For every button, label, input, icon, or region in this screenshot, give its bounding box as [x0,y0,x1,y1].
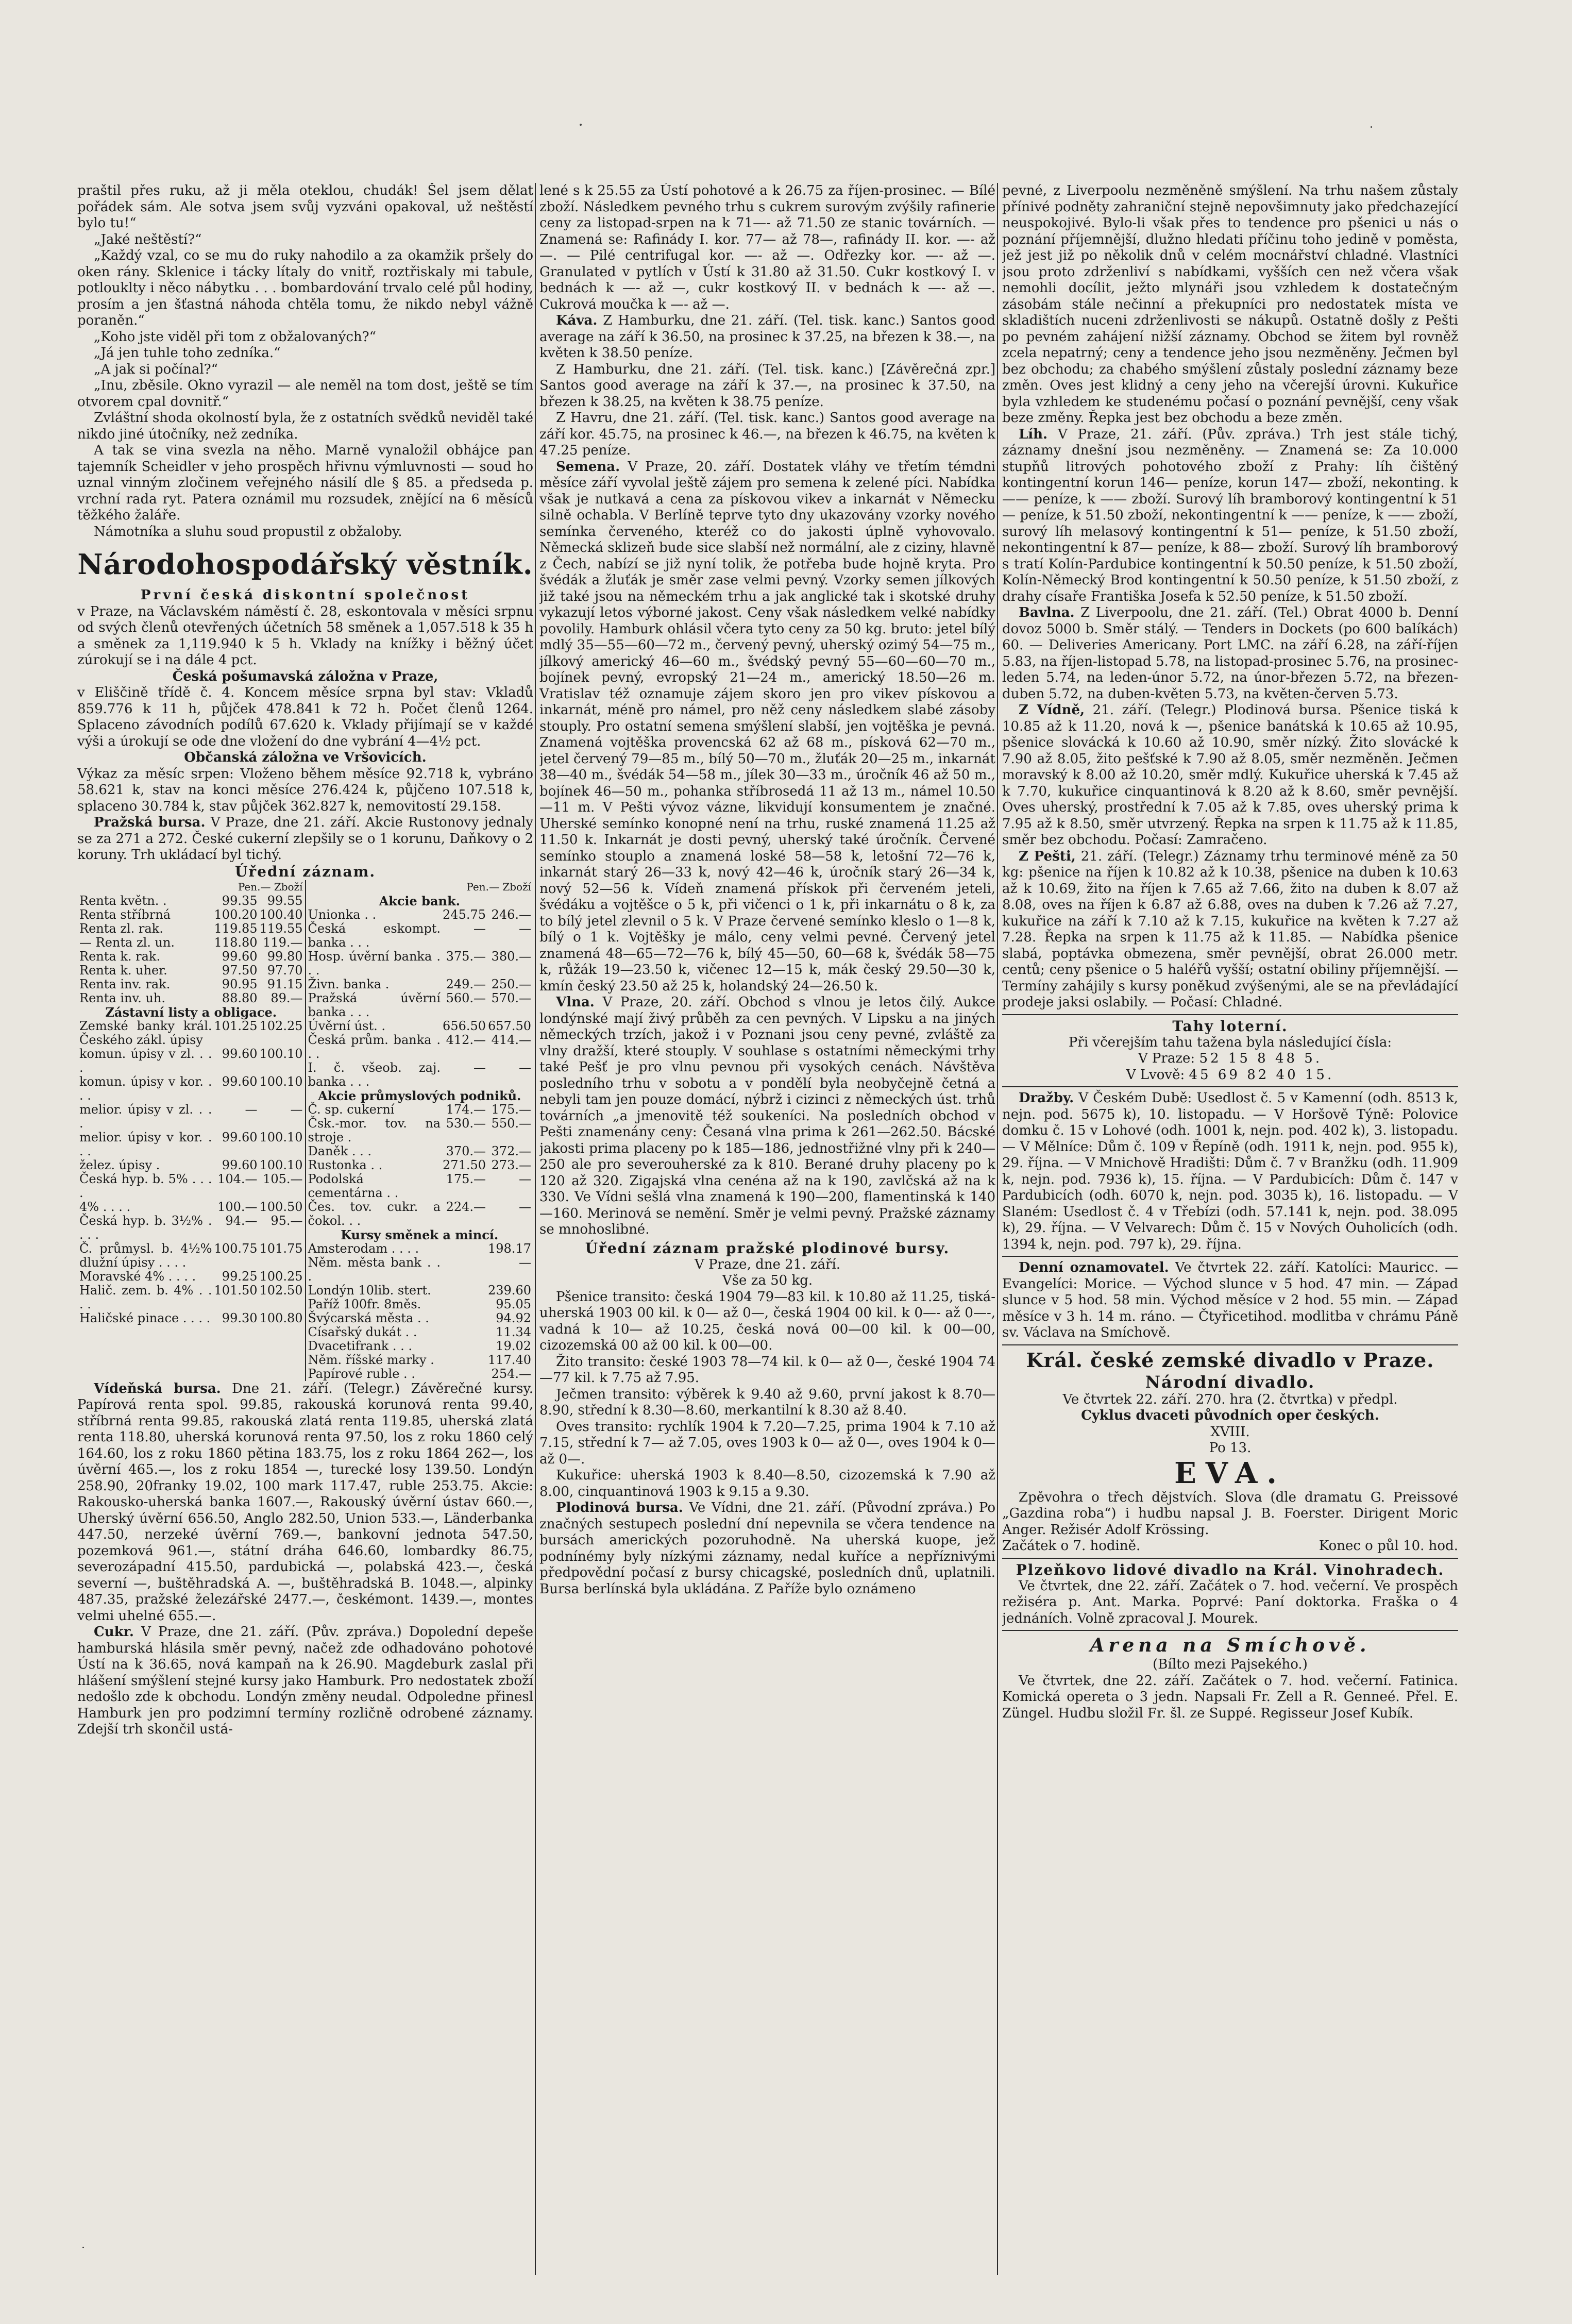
scan-speck [1371,126,1372,128]
paragraph: „Jaké neštěstí?“ [94,231,202,247]
rate-row [307,1103,533,1117]
divider [1002,1344,1458,1345]
paragraph-text: V Praze, 20. září. Dostatek vláhy ve třetím témdni měsíce září vyvolal ještě zájem pro semena k zelené píci. Nabídka však je nutkavá a cena za pískovou vikev a inkarnát v Německu silně ochabla. V Berlíně teprve tyto dny ukazovány vzorky nového semínka červeného, kteréž co do jakosti úplně vyhovovalo. Německá sklizeň bude sice slabší než normální, ale z ciziny, hlavně z Čech, nabízí se již nyní tolik, že potřeba bude hojně kryta. Pro švédák a žluťák je směr zase velmi pevný. Vzorky semen jílkových již také jsou na německém trhu a jak anglické tak i skotské druhy vykazují letos výborné jakost. Ceny však následkem velké nabídky povolily. Hamburk ohlásil včera tyto ceny za 50 kg. bruto: jetel bílý mdlý 35—55—60—72 m., červený pevný, uherský ozimý 54—75 m., jílkový americký 46—60 m., švédský pevný 55—60—60—70 m., bojínek pevný, evropský 21—24 m., americký 18.50—26 m. Vratislav též oznamuje zájem skoro jen pro vikev pískovou a inkarnát, méně pro námel, pro něž ceny následkem slabé zásoby stouply. Pro ostatní semena smýšlení slabší, jen vojtěška je pevná. Znamená vojtěška provencská 62 až 68 m., písková 62—70 m., jetel červený 79—85 m., bílý 50—70 m., žluťák 20—25 m., inkarnát 38—40 m., švédák 54—58 m., jílek 30—33 m., úročník 46 až 50 m., bojínek 46—50 m., pohanka stříbrosedá 11 až 13 m., námel 10.50—11 m. V Pešti vývoz vázne, likvidují konsumentem je značné. Uherské semínko konopné není na trhu, ruské znamená 11.25 až 11.50 k. Inkarnát je dosti pevný, uherský také úročník. Červené semínko stouplo a znamená loské 58—58 k, letošní 72—76 k, inkarnát starý 26—33 k, nový 42—46 k, úročník starý 26—34 k, nový 52—56 k. Vídeň znamená přískok při červeném jeteli, švédáku a vojtěšce o 5 k, při vičenci o 1 k, při inkarnátu o 8 k, za to bílý jetel zlevnil o 5 k. V Praze červené semínko kleslo o 1—8 k, bílý o 1 k. Vojtěšky je málo, ceny velmi pevné. Červený jetel znamená 48—65—72—76 k, bílý 45—50, 60—68 k, švédák 58—75 k, růžák 19—23.50 k, vičenec 12—15 k, mák český 29.50—30 k, kmín český 23.50 až 25 k, holandský 24—26.50 k. [539,459,995,994]
rate-label: Č. sp. cukerní [308,1102,395,1117]
rate-goods: 99.80 [267,949,303,964]
rate-row [78,1284,304,1311]
rate-label: Renta k. rak. [79,949,161,964]
paragraph: Z Hamburku, dne 21. září. (Tel. tisk. kanc.) [Závěrečná zpr.] Santos good average na září k 37.—, na prosinec k 37.50, na březen k 38.25, na květen k 38.75 peníze. [539,361,995,410]
rate-row [307,1325,533,1339]
rate-row [78,1005,304,1019]
paragraph-text: 21. září. (Telegr.) Plodinová bursa. Pšenice tiská k 10.85 až k 11.20, nová k —, pšenice banátská k 10.65 až 10.95, pšenice slovácká k 10.60 až 10.90, směr nízký. Žito slovácké k 7.90 až 8.05, žito pešťské k 7.90 až 8.05, směr nezměněn. Ječmen moravský k 8.00 až 10.20, směr mdlý. Kukuřice uherská k 7.45 až k 7.70, kukuřice cinquantinová k 8.20 až k 8.60, směr pevnější. Oves uherský, prostřední k 7.05 až k 7.85, oves uherský prima k 7.95 až k 8.50, směr utvrzený. Řepka na srpen k 11.75 až k 11.85, směr bez obchodu. Počasí: Zamračeno. [1002,702,1458,848]
rate-money: 174.— [446,1102,486,1117]
paragraph: „Koho jste viděl při tom z obžalovaných?“ [94,329,376,345]
article-heading: Z Pešti, [1019,848,1076,864]
rate-row [307,1200,533,1228]
rate-money: 101.25 [214,1018,258,1033]
lottery-city: V Lvově: [1126,1067,1185,1083]
paragraph: A tak se vina svezla na něho. Marně vynaložil obhájce pan tajemník Scheidler v jeho prospěch hřivnu výmluvnosti — soud ho uznal vinným zločinem veřejného násilí dle § 85. a předseda p. vrchní rada ryt. Patera oznámil mu rozsudek, znějící na 6 měsíců těžkého žaláře. [77,443,533,523]
rate-money [442,1298,487,1311]
paragraph: Výkaz za měsíc srpen: Vloženo během měsíce 92.718 k, vybráno 58.621 k, stav na konci měsíce 276.424 k, půjčeno 107.518 k, splaceno 30.784 k, stav půjček 362.827 k, nemovitostí 29.158. [77,766,533,814]
rate-money: 119.85 [214,921,258,936]
rate-goods: 100.10 [259,1074,303,1089]
rate-goods: 91.15 [267,976,303,991]
rate-row [307,978,533,991]
article-heading: Denní oznamovatel. [1019,1260,1169,1275]
rate-goods: 570.— [491,990,531,1005]
rate-money: 104.— [217,1171,258,1186]
rate-goods: 89.— [271,990,303,1005]
rate-money [442,1339,487,1353]
rate-row [307,1089,533,1103]
table-title: Úřední záznam. [234,863,376,880]
paragraph: lené s k 25.55 za Ústí pohotové a k 26.75 za říjen-prosinec. — Bílé zboží. Následkem pevného trhu s cukrem surovým zvýšily rafinerie ceny za listopad-srpen na k 71—- až 71.50 ze stanic továrních. — Znamená se: Rafinády I. kor. 77— až 78—, rafinády II. kor. —- až —. — Pilé centrifugal kor. —- až —. Odřezky kor. —- až —. Granulated v pytlích v Ústí k 31.80 až 31.50. Cukr kostkový I. v bednách k —- až —, cukr kostkový II. v bednách k —- až —. Cukrová moučka k —- až —. [539,183,995,312]
rate-label: komun. úpisy v kor. . . . [79,1074,212,1103]
article-heading: Líh. [1019,426,1048,442]
rate-goods: 100.10 [259,1130,303,1144]
rate-row [78,1075,304,1103]
rate-label: Renta inv. rak. [79,976,171,991]
rate-label: 4% . . . . [79,1199,131,1214]
rate-money: 88.80 [222,990,258,1005]
rate-goods: 102.25 [259,1018,303,1033]
paragraph-text: V Praze, dne 21. září. Akcie Rustonovy jednaly se za 271 a 272. České cukerní zlepšily se o 1 korunu, Daňkovy o 2 koruny. Trh ukládací byl tichý. [77,815,533,863]
rate-label: komun. úpisy v zl. . . . [79,1046,212,1075]
rate-row [78,1158,304,1172]
rate-money: 99.60 [222,1074,258,1089]
rate-row [78,1242,304,1270]
paragraph: Žito transito: české 1903 78—74 kil. k 0— až 0—, české 1904 74—77 kil. k 7.75 až 7.95. [539,1354,995,1386]
rate-label: I. č. všeob. zaj. banka . . . [308,1060,441,1089]
rate-label: Kursy směnek a mincí. [341,1227,499,1242]
rate-money: 175.— [446,1171,486,1186]
rate-goods: — [519,1255,531,1270]
rate-money: 94.— [225,1213,258,1228]
rate-row [78,922,304,936]
rate-goods: 97.70 [267,963,303,978]
rate-row [78,908,304,922]
rate-row [78,936,304,950]
rate-goods: 239.60 [488,1283,531,1298]
paragraph: „Já jen tuhle toho zedníka.“ [94,345,281,361]
rate-row [307,950,533,978]
article-heading: Plodinová bursa. [556,1500,683,1515]
rate-goods: 273.— [491,1157,531,1172]
rate-money: 118.80 [214,935,258,950]
rate-goods: 95.— [271,1213,303,1228]
rate-money: — [474,921,486,936]
rate-label: Česká eskompt. banka . . . [308,921,441,950]
rate-row [78,978,304,991]
theatre-title: Plzeňkovo lidové divadlo na Král. Vinohradech. [1016,1561,1445,1578]
rate-row [78,894,304,908]
arena-subtitle: (Bílto mezi Pajsekého.) [1153,1657,1308,1672]
article-heading: Z Vídně, [1019,702,1085,718]
rate-label: Čes. tov. cukr. a čokol. . . [308,1199,441,1228]
rate-label: Zemské banky král. Českého zákl. úpisy [79,1018,212,1047]
paragraph: Oves transito: rychlík 1904 k 7.20—7.25, prima 1904 k 7.10 až 7.15, střední k 7— až 7.05, oves 1903 k 0— až 0—, oves 1904 k 0— až 0—. [539,1419,995,1467]
column-1 [77,183,533,2275]
rate-label: Renta inv. uh. [79,990,165,1005]
rate-money: 99.30 [222,1310,258,1325]
article-heading: Pražská bursa. [94,815,206,830]
column-header: Pen.— Zboží [466,880,531,893]
rate-label: Paříž 100fr. 8měs. [308,1296,421,1311]
rate-goods: — [519,1060,531,1075]
rate-money: 224.— [446,1199,486,1214]
article-heading: Úřední záznam pražské plodinové bursy. [585,1239,950,1257]
article-heading: První česká diskontní společnost [140,587,470,603]
rate-money: — [245,1102,258,1117]
rate-goods: — [519,1199,531,1214]
paragraph-text: Ve čtvrtek 22. září. Katolíci: Mauricc. — Evangelíci: Morice. — Východ slunce v 5 hod. 47 min. — Západ slunce v 5 hod. 58 min. Východ měsíce v 2 hod. 55 min. — Západ měsíce v 3 h. 14 m. ráno. — Čtyřicetihod. modlitba v chrámu Páně sv. Václava na Smíchově. [1002,1260,1458,1340]
paragraph: v Eliščině třídě č. 4. Koncem měsíce srpna byl stav: Vkladů 859.776 k 11 h, půjček 478.841 k 72 h. Počet členů 1264. Splaceno závodních podílů 67.620 k. Vklady přijímají se v každé výši a úrokují se ode dne vložení do dne vybrání 4—4½ pct. [77,685,533,749]
paragraph: „A jak si počínal?“ [94,361,218,377]
paragraph: praštil přes ruku, až ji měla oteklou, chudák! Šel jsem dělat pořádek sám. Ale sotva jsem svůj vyzváni opakoval, už neštěstí bylo tu!“ [77,183,533,231]
article-heading: Cukr. [94,1624,134,1640]
rate-row [78,950,304,964]
rate-goods: 19.02 [496,1338,531,1353]
rate-money: 412.— [446,1032,486,1047]
rate-label: Úvěrní úst. . [308,1018,386,1033]
rate-money: 271.50 [443,1157,486,1172]
rate-money: 99.60 [222,949,258,964]
rate-money: 100.75 [214,1241,258,1256]
rate-row [78,1103,304,1131]
rate-row [307,1172,533,1200]
article-heading: Dražby. [1019,1090,1074,1106]
rate-goods: — [519,921,531,936]
column-3 [1002,183,1458,2275]
rate-row [307,1284,533,1298]
rate-row [307,1228,533,1242]
rate-money: 560.— [446,990,486,1005]
rate-goods: 105.— [263,1171,303,1186]
unit-note: Vše za 50 kg. [722,1273,813,1288]
rate-money: 99.35 [222,893,258,908]
rate-row [307,1242,533,1256]
rate-row [307,991,533,1019]
rate-row [307,1367,533,1381]
paragraph: pevné, z Liverpoolu nezměněně smýšlení. Na trhu našem zůstaly přínivé podněty zahraniční stejně nepovšimnuty jako předchazející neuspokojivé. Bylo-li však přes to tendence pro pšenici u nás o poznání příjemnější, dlužno hledati příčinu toho jedině v poměsta, jež jest již po několik dnů v celém mocnářství chladné. Vlastníci jsou proto zdrženliví s nabídkami, vyšších cen než včera však nemohli docílit, ježto mlynáři jsou vzhledem k dostatečným zásobám stále nečinní a překupníci pro nedostatek místa ve skladištích nuceni zdrženlivosti se nákupů. Ostatně došly z Pešti po pevném zahájení nižší záznamy. Obchod se žitem byl rovněž zcela nepatrný; ceny a tendence jeho jsou nezměněny. Ječmen byl bez obchodu; za chabého smýšlení zůstaly poslední záznamy beze změn. Oves jest klidný a ceny jeho na včerejší úrovni. Kukuřice byla vzhledem ke studenému počasí o poznání pevnější, ceny však beze změny. Řepka jest bez obchodu a beze změn. [1002,183,1458,426]
rate-goods: 100.10 [259,1157,303,1172]
rate-goods: 100.10 [259,1046,303,1061]
lottery-intro: Při včerejším tahu tažena byla následující čísla: [1068,1034,1392,1050]
rate-row [307,1353,533,1367]
opera-title: EVA. [1174,1456,1286,1490]
paragraph: Zvláštní shoda okolností byla, že z ostatních svědků neviděl také nikdo jiné útočníky, než zedníka. [77,410,533,442]
rate-money: 99.60 [222,1157,258,1172]
section-title: Národohospodářský věstník. [77,548,533,581]
rate-goods: 254.— [491,1366,531,1381]
divider [1002,1630,1458,1631]
rate-goods: 117.40 [488,1352,531,1367]
rate-label: želez. úpisy . [79,1157,160,1172]
theatre-description: Ve čtvrtek, dne 22. září. Začátek o 7. hod. večerní. Fatinica. Komická opereta o 3 jedn. Napsali Fr. Zell a R. Genneé. Přel. E. Züngel. Hudbu složil Fr. šl. ze Suppé. Regisseur Josef Kubík. [1002,1673,1458,1721]
lottery-city: V Praze: [1138,1051,1195,1066]
paragraph-text: V Praze, dne 21. září. (Pův. zpráva.) Dopolední depeše hamburská hlásila směr pevný, načež zde odhadováno pohotové Ústí na k 36.65, nová kampaň na k 26.90. Magdeburk zaslal při hlášení smýšlení stejné kursy jako Hamburk. Pro nedostatek zboží nedošlo zde k obchodu. Londýn změny neudal. Odpoledne přinesl Hamburk jen pro podzimní termíny rozličně odrobené záznamy. Zdejší trh skončil ustá- [77,1624,533,1737]
column-2 [539,183,995,2275]
rate-goods: 99.55 [267,893,303,908]
rate-label: melior. úpisy v zl. . . . [79,1102,212,1131]
rate-label: Moravské 4% . . . . [79,1269,196,1284]
rate-label: Daněk . . . [308,1143,372,1158]
rate-row [78,1270,304,1284]
lottery-numbers: 45 69 82 40 15. [1189,1067,1334,1083]
paragraph: v Praze, na Václavském náměstí č. 28, eskontovala v měsíci srpnu od svých členů otevřených účetních 58 směnek a 1,057.518 k 35 h a směnek za 1,119.940 k 5 h. Vklady na knížky i běžný účet zúrokují se i na dále 4 pct. [77,603,533,668]
rate-money: 375.— [446,949,486,964]
rate-goods: 372.— [491,1143,531,1158]
theatre-po: Po 13. [1209,1440,1252,1456]
rate-label: Renta zl. rak. [79,921,163,936]
paragraph: Z Havru, dne 21. září. (Tel. tisk. kanc.) Santos good average na září kor. 45.75, na prosinec k 46.—, na březen k 46.75, na květen k 47.25 peníze. [539,410,995,458]
rate-money: 370.— [446,1143,486,1158]
rate-money: — [474,1060,486,1075]
rate-label: Halič. zem. b. 4% . . . . [79,1283,212,1311]
rate-label: — Renta zl. un. [79,935,175,950]
paragraph: Námotníka a sluhu soud propustil z obžaloby. [94,524,402,540]
lottery-numbers: 52 15 8 48 5. [1199,1051,1323,1066]
paragraph-text: Z Hamburku, dne 21. září. (Tel. tisk. kanc.) Santos good average na září k 36.50, na prosinec k 37.25, na březen k 38.—, na květen k 38.50 peníze. [539,313,995,361]
rate-label: Něm. říšské marky . [308,1352,434,1367]
rate-row [307,1144,533,1158]
rate-row [307,1311,533,1325]
rate-goods: 11.34 [496,1324,531,1339]
rate-goods: — [290,1102,303,1117]
rate-row [307,1298,533,1311]
rate-label: Něm. města bank . . . [308,1255,441,1284]
rate-row [78,1214,304,1242]
paragraph-text: V Praze, 20. září. Obchod s vlnou je letos čilý. Aukce londýnské mají živý průběh za cen pevných. V Lipsku a na jiných německých trzích, jakož i v Poznani jsou ceny pevné, zvláště za vlny dražší, které stouply. V souhlase s ostatními německými trhy také Pešť je pro vlnu pevnou při vysokých cenách. Návštěva posledního trhu v sobotu a v pondělí byla neobyčejně četná a nebyli tam jen pouze domácí, nýbrž i cizinci z německých úst. trhů továrních „a jmenovitě též soukeníci. Na posledních obchod v Pešti znamenány ceny: Česaná vlna prima k 261—262.50. Bácské jakosti prima placeny po k 185—186, jednostřižné vlny při k 240—250 ale pro severouherské za k 810. Berané druhy placeny po k 120 až 320. Zigajská vlna cenéna až na k 190, zavlčská až na k 330. Ve Vídni sešlá vlna znamená k 190—200, flamentinská k 140—160. Merinová se nemění. Směr je velmi pevný. Pražské záznamy se mnohoslibné. [539,995,995,1237]
article-heading: Česká pošumavská záložna v Praze, [172,668,438,684]
rate-money [442,1325,487,1339]
rate-row [78,1019,304,1047]
paragraph-text: V Českém Dubě: Usedlost č. 5 v Kamenní (odh. 8513 k, nejn. pod. 5675 k), 10. listopadu. — V Horšově Týně: Polovice domku č. 15 v Lohové (odh. 1001 k, nejn. pod. 402 k), 3. listopadu. — V Mělníce: Dům č. 109 v Řepíně (odh. 1911 k, nejn. pod. 955 k), 29. října. — V Mnichově Hradišti: Dům č. 7 v Branžku (odh. 11.909 k, nejn. pod. 7936 k), 15. října. — V Pardubicích: Dům č. 147 v Pardubicích (odh. 6070 k, nejn. pod. 3035 k), 16. listopadu. — V Slaném: Usedlost č. 4 v Třebízi (odh. 57.141 k, nejn. pod. 38.095 k), 29. října. — V Velvarech: Dům č. 15 v Nových Ouholicích (odh. 1394 k, nejn. pod. 797 k), 29. října. [1002,1090,1458,1252]
rate-label: melior. úpisy v kor. . . . [79,1130,212,1158]
column-rule [997,183,998,2275]
rate-label: Akcie průmyslových podniků. [318,1088,521,1103]
rate-goods: 198.17 [488,1241,531,1256]
rate-money: 99.60 [222,1046,258,1061]
dateline: V Praze, dne 21. září. [695,1256,840,1272]
rate-row [78,964,304,978]
article-heading: Káva. [556,313,598,328]
rate-label: Švýcarská města . . [308,1310,429,1325]
column-rule [535,183,536,2275]
theatre-subtitle: Národní divadlo. [1145,1372,1315,1392]
rate-label: Renta k. uher. [79,963,167,978]
arena-title: Arena na Smíchově. [1090,1635,1371,1656]
rate-label: Rustonka . . [308,1157,383,1172]
rate-goods: 657.50 [488,1018,531,1033]
rate-goods: 250.— [491,976,531,991]
divider [1002,1558,1458,1559]
rate-goods: 380.— [491,949,531,964]
paragraph-text: Ve Vídni, dne 21. září. (Původní zpráva.) Po značných sestupech poslední dní nepevnila se včera tendence na bursách amerických pozoruhodně. Na uherská kuope, jež podnínémy byly nízkými záznamy, nedal kuříce a nepříznivými předpovědní počasí z bursy chicagské, posledních dnů, uplatnili. Bursa berlínská byla ukládána. Z Paříže bylo oznámeno [539,1500,995,1597]
rate-label: Česká hyp. b. 5% . . . . [79,1171,212,1200]
rate-label: Česká prům. banka . . . [308,1032,441,1061]
paragraph: „Inu, zběsile. Okno vyrazil — ale neměl na tom dost, ještě se tím otvorem cpal dovnitř.“ [77,378,533,410]
rate-label: Londýn 10lib. stert. [308,1283,431,1298]
rates-right [307,880,533,1381]
rate-goods: 100.50 [259,1199,303,1214]
rate-money: 530.— [446,1116,486,1131]
lottery-title: Tahy loterní. [1172,1017,1288,1035]
rate-goods: 100.25 [259,1269,303,1284]
rate-money [442,1256,487,1284]
rate-row [307,894,533,908]
rate-goods: 100.40 [259,907,303,922]
rate-money [442,1284,487,1298]
rate-label: Hosp. úvěrní banka . . . [308,949,441,978]
paragraph: „Každý vzal, co se mu do ruky nahodilo a za okamžik pršely do oken rány. Sklenice i tácky lítaly do vnitř, roztřiskaly mi tabule, potlouklty i něco nábytku . . . bombardování trvalo celé půl hodiny, prosím a jen šťastná náhoda chtěla tomu, že nikdo nebyl vážně poraněn.“ [77,248,533,328]
article-heading: Občanská záložna ve Vršovicích. [184,750,427,765]
scan-speck [580,124,582,126]
rate-label: Císařský dukát . . [308,1324,417,1339]
rate-money [442,1367,487,1381]
rate-goods: 95.05 [496,1296,531,1311]
rate-money [442,1242,487,1256]
paragraph-text: V Praze, 21. září. (Pův. zpráva.) Trh jest stále tichý, záznamy dnešní jsou nezměněny. — Znamená se: Za 10.000 stupňů litrových pohotového zboží z Prahy: líh čištěný kontingentní korun 146— peníze, korun 147— zboží, nekonting. k —— peníze, k —— zboží. Surový líh bramborový kontingentní k 51— peníze, k 51.50 zboží, nekontingentní k —— peníze, k —— zboží, surový líh melasový kontingentní k 51— peníze, k 51.50 zboží, nekontingentní k 87— peníze, k 88— zboží. Surový líh bramborový s tratí Kolín-Pardubice kontingentní k 50.50 peníze, k 51.50 zboží, Kolín-Německý Brod kontingentní k 50.50 peníze, k 51.50 zboží, z drahy císaře Františka Josefa k 52.50 peníze, k 51.50 zboží. [1002,426,1458,604]
theatre-title: Král. české zemské divadlo v Praze. [1026,1348,1434,1372]
rate-money: 100.— [217,1199,258,1214]
theatre-number: XVIII. [1210,1424,1250,1440]
paragraph: Pšenice transito: česká 1904 79—83 kil. k 10.80 až 11.25, tiská-uherská 1903 00 kil. k 0— až 0—, česká 1904 00 kil. k 0—- až 0—-, vadná k 10— až 10.25, česká nová 00—00 kil. k 00—00, cizozemská 00 až 00 kil. k 00—00. [539,1289,995,1353]
rate-money: 656.50 [443,1018,486,1033]
rate-money: 97.50 [222,963,258,978]
rate-label: Živn. banka . [308,976,390,991]
rate-row [307,1033,533,1061]
rate-money: 245.75 [443,907,486,922]
rate-row [307,1339,533,1353]
rate-goods: 100.80 [259,1310,303,1325]
rate-row [78,1047,304,1075]
rate-label: Amsterodam . . . . [308,1241,419,1256]
rate-label: Dvacetifrank . . . [308,1338,413,1353]
rate-money: 101.50 [214,1283,258,1298]
newspaper-page [77,183,1510,2275]
column-header: Pen.— Zboží [238,880,303,893]
rate-label: Zástavní listy a obligace. [105,1004,277,1020]
rate-goods: 101.75 [259,1241,303,1256]
rate-row [307,1019,533,1033]
rate-money: 100.20 [214,907,258,922]
rate-goods: 246.— [491,907,531,922]
rate-row [307,1158,533,1172]
paragraph: Ječmen transito: výběrek k 9.40 až 9.60, první jakost k 8.70—8.90, střední k 8.30—8.60, merkantilní k 8.30 až 8.40. [539,1386,995,1418]
rate-label: Akcie bank. [379,893,460,908]
rate-label: Papírové ruble . . [308,1366,415,1381]
article-heading: Vlna. [556,995,595,1010]
theatre-start: Začátek o 7. hodině. [1002,1538,1141,1554]
rate-row [307,908,533,922]
rate-money: 99.60 [222,1130,258,1144]
rate-goods: 550.— [491,1116,531,1131]
rate-money: 249.— [446,976,486,991]
rate-money [442,1353,487,1367]
rate-row [307,922,533,950]
rate-money [442,1311,487,1325]
rate-label: Pražská úvěrní banka . . . [308,990,441,1019]
rate-label: Č. průmysl. b. 4½% dlužní úpisy . . . . [79,1241,212,1270]
theatre-description: Ve čtvrtek, dne 22. září. Začátek o 7. hod. večerní. Ve prospěch režiséra p. Ant. Marka. Poprvé: Paní doktorka. Fraška o 4 jednáních. Volně zpracoval J. Mourek. [1002,1578,1458,1626]
rate-label: Unionka . . [308,907,377,922]
divider [1002,1256,1458,1257]
rates-table [77,880,533,1381]
article-heading: Vídeňská bursa. [94,1380,221,1396]
paragraph-text: 21. září. (Telegr.) Záznamy trhu terminové méně za 50 kg: pšenice na říjen k 10.82 až k 10.38, pšenice na duben k 10.63 až k 10.69, žito na říjen k 7.65 až 7.66, žito na duben k 8.07 až 8.08, oves na říjen k 6.87 až 6.88, oves na duben k 7.26 až 7.27, kukuřice na září k 7.10 až k 7.15, kukuřice na květen k 7.27 až 7.28. Řepka na srpen k 11.75 až k 11.85. — Nabídka pšenice slabá, poptávka obmezena, směr pevnější, obrat 26.000 metr. centů; ceny pšenice o 5 haléřů vyšší; ostatní obiliny příjemnější. — Termíny zahájily s kursy poněkud zvýšenými, ale se na převládající prodeje jaksi oslabily. — Počasí: Chladné. [1002,848,1458,1010]
rate-label: Haličské pinace . . . . [79,1310,211,1325]
rate-row [307,1061,533,1089]
theatre-end: Konec o půl 10. hod. [1319,1538,1458,1554]
rate-row [78,1131,304,1158]
rate-goods: 119.— [263,935,303,950]
theatre-cycle: Cyklus dvaceti původních oper českých. [1081,1408,1379,1423]
rate-label: Česká hyp. b. 3½% . . . . [79,1213,212,1242]
rate-row [78,1200,304,1214]
paragraph-text: Dne 21. září. (Telegr.) Závěrečné kursy. Papírová renta spol. 99.85, rakouská korunová renta 99.40, stříbrná renta 99.85, rakouská zlatá renta 119.85, uherská zlatá renta 118.80, uherská korunová renta 97.50, los z roku 1860 celý 164.60, los z roku 1860 pětina 183.75, los z roku 1864 262—, los úvěrní 465.—, los z roku 1854 —, turecké losy 139.50. Londýn 258.90, 20franky 19.02, 100 mark 117.47, ruble 253.75. Akcie: Rakousko-uherská banka 1607.—, Rakouský úvěrní ústav 660.—, Uherský úvěrní 656.50, Anglo 282.50, Union 533.—, Länderbanka 447.50, nerzeké úvěrní 769.—, bankovní jednota 547.50, pozemková 961.—, státní dráha 646.60, lombardky 86.75, severozápadní 415.50, pardubická —, polabská 423.—, česká severní —, buštěhradská A. —, buštěhradská B. 1048.—, alpinky 487.35, pražské železářské 2477.—, českémont. 1439.—, montes velmi uhelné 655.—. [77,1380,533,1624]
paragraph-text: Z Liverpoolu, dne 21. září. (Tel.) Obrat 4000 b. Denní dovoz 5000 b. Směr stálý. — Tenders in Dockets (po 600 balíkách) 60. — Deliveries Americany. Port LMC. na září 6.28, na září-říjen 5.83, na říjen-listopad 5.78, na listopad-prosinec 5.76, na prosinec-leden 5.74, na leden-únor 5.72, na únor-březen 5.72, na březen-duben 5.72, na duben-květen 5.73, na květen-červen 5.73. [1002,605,1458,702]
divider [1002,1086,1458,1087]
rate-goods: 102.50 [259,1283,303,1298]
rate-label: Renta květn. . [79,893,167,908]
rate-goods: 175.— [491,1102,531,1117]
paragraph: Kukuřice: uherská 1903 k 8.40—8.50, cizozemská k 7.90 až 8.00, cinquantinová 1903 k 9.15 a 9.30. [539,1468,995,1500]
rate-goods: 119.55 [259,921,303,936]
theatre-date: Ve čtvrtek 22. září. 270. hra (2. čtvrtka) v předpl. [1062,1391,1398,1407]
rates-left [78,880,304,1325]
rate-row [307,1117,533,1144]
rate-row [78,1311,304,1325]
article-heading: Bavlna. [1019,605,1075,620]
rate-goods: — [519,1171,531,1186]
divider [1002,1014,1458,1015]
rate-goods: 414.— [491,1032,531,1047]
article-heading: Semena. [556,459,620,475]
rate-row [78,991,304,1005]
rate-label: Podolská cementárna . . [308,1171,399,1200]
rate-money: 99.25 [222,1269,258,1284]
rate-label: Renta stříbrná [79,907,171,922]
rate-row [307,1256,533,1284]
rate-goods: 94.92 [496,1310,531,1325]
rate-money: 90.95 [222,976,258,991]
theatre-description: Zpěvohra o třech dějstvích. Slova (dle dramatu G. Preissové „Gazdina roba“) i hudbu napsal J. B. Foerster. Dirigent Moric Anger. Režisér Adolf Krössing. [1002,1489,1458,1538]
rate-label: Čsk.-mor. tov. na stroje . [308,1116,441,1144]
rate-row [78,1172,304,1200]
